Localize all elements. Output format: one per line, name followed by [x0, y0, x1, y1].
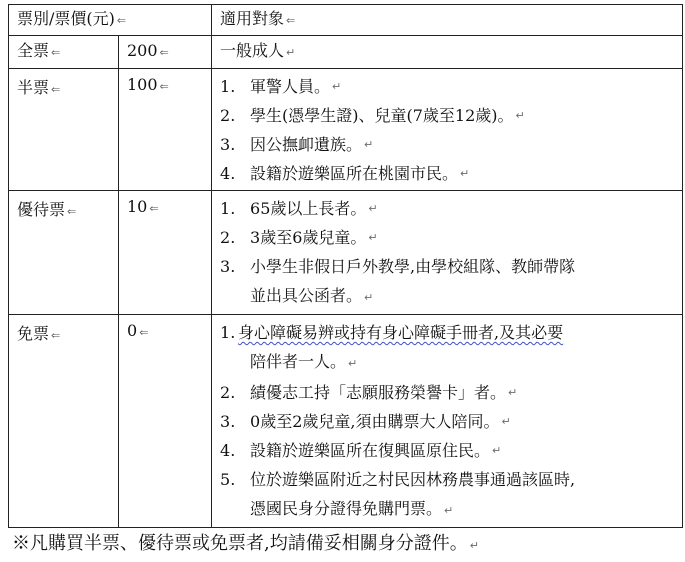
list-item: 4. 設籍於遊樂區所在復興區原住民。 ↵ — [220, 441, 502, 460]
list-item: 5. 位於遊樂區附近之村民因林務農事通過該區時, — [220, 470, 576, 489]
header-ticket-type-price: 票別/票價(元) ⇐ — [9, 5, 212, 36]
table-row-full-ticket — [9, 36, 683, 69]
ticket-fare-table — [8, 4, 683, 528]
list-item: 2. 學生(憑學生證)、兒童(7歲至12歲)。 ↵ — [220, 106, 525, 125]
eligible-persons-cell: 一般成人 ↵ — [212, 36, 683, 69]
list-item: 1. 65歲以上長者。 ↵ — [220, 199, 378, 218]
ticket-price-cell: 200 ⇐ — [119, 36, 212, 69]
list-item: 3. 0歲至2歲兒童,須由購票大人陪同。 ↵ — [220, 412, 511, 431]
list-item: 1. 軍警人員。 ↵ — [220, 77, 342, 96]
ticket-type-cell: 優待票 ⇐ — [9, 191, 119, 315]
eligible-persons-cell — [212, 191, 683, 315]
ticket-price-cell: 100 ⇐ — [119, 69, 212, 191]
list-item: 3. 小學生非假日戶外教學,由學校組隊、教師帶隊 — [220, 257, 576, 276]
list-item-continuation: 並出具公函者。 ↵ — [250, 286, 374, 305]
table-row-half-ticket — [9, 69, 683, 191]
eligible-persons-cell — [212, 315, 683, 528]
table-header-row — [9, 5, 683, 36]
list-item: 3. 因公撫卹遺族。 ↵ — [220, 135, 374, 154]
list-item-continuation: 憑國民身分證得免購門票。 ↵ — [250, 499, 454, 518]
table-row-discount-ticket — [9, 191, 683, 315]
header-eligible-persons: 適用對象 ⇐ — [212, 5, 683, 36]
list-item: 2. 3歲至6歲兒童。 ↵ — [220, 228, 378, 247]
ticket-price-cell: 10 ⇐ — [119, 191, 212, 315]
list-item: 1. 身心障礙易辨或持有身心障礙手冊者,及其必要 — [220, 323, 564, 342]
list-item-continuation: 陪伴者一人。 ↵ — [250, 352, 358, 371]
ticket-type-cell: 全票 ⇐ — [9, 36, 119, 69]
ticket-price-cell: 0 ⇐ — [119, 315, 212, 528]
footnote: ※凡購買半票、優待票或免票者,均請備妥相關身分證件。 ↵ — [12, 533, 479, 554]
list-item: 2. 績優志工持「志願服務榮譽卡」者。 ↵ — [220, 383, 518, 402]
table-row-free-ticket — [9, 315, 683, 528]
list-item: 4. 設籍於遊樂區所在桃園市民。 ↵ — [220, 164, 470, 183]
ticket-type-cell: 半票 ⇐ — [9, 69, 119, 191]
eligible-persons-cell — [212, 69, 683, 191]
ticket-type-cell: 免票 ⇐ — [9, 315, 119, 528]
